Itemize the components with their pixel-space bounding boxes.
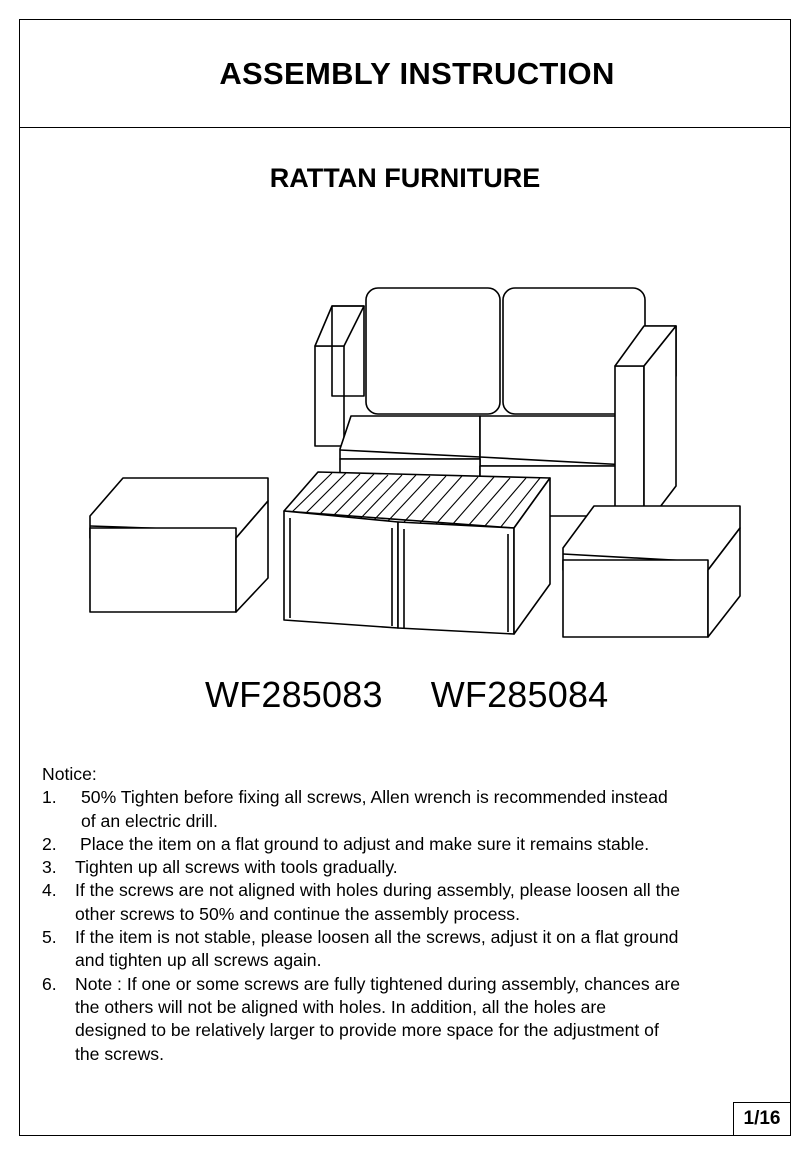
rattan-furniture-set-icon — [68, 266, 748, 650]
page-title: ASSEMBLY INSTRUCTION — [219, 55, 615, 91]
list-item-number: 4. — [42, 880, 57, 901]
list-item — [42, 973, 682, 1066]
list-item-text: If the screws are not aligned with holes during assembly, please loosen all the other screws to 50% and continue the assembly process. — [75, 880, 681, 924]
left-ottoman-icon — [90, 478, 268, 612]
page-frame — [19, 19, 791, 1136]
notice-heading: Notice: — [42, 764, 97, 784]
list-item — [42, 926, 682, 973]
header — [20, 20, 790, 128]
list-item — [42, 879, 682, 926]
model-number: WF285084 — [430, 674, 609, 715]
list-item-text: Note : If one or some screws are fully tightened during assembly, chances are the others will not be aligned with holes. In addition, all the holes are designed to be relatively larger to provide more space for the adjustment of the screws. — [75, 973, 680, 1064]
list-item-text: Place the item on a flat ground to adjust and make sure it remains stable. — [80, 833, 650, 854]
model-number: WF285083 — [205, 674, 383, 715]
list-item-number: 1. — [42, 787, 57, 808]
list-item-text: Tighten up all screws with tools gradually. — [75, 857, 398, 878]
notice-list — [42, 786, 682, 1066]
list-item — [42, 856, 682, 879]
list-item — [42, 833, 682, 856]
list-item-number: 2. — [42, 833, 57, 854]
list-item-number: 3. — [42, 857, 57, 878]
list-item-number: 6. — [42, 973, 57, 994]
coffee-table-icon — [284, 472, 550, 634]
notice-section — [42, 763, 682, 1066]
list-item-text: 50% Tighten before fixing all screws, Allen wrench is recommended instead of an electric drill. — [81, 787, 668, 831]
model-numbers — [205, 674, 608, 716]
product-subtitle: RATTAN FURNITURE — [269, 163, 541, 193]
list-item — [42, 786, 682, 833]
list-item-text: If the item is not stable, please loosen all the screws, adjust it on a flat ground and tighten up all screws again. — [75, 927, 679, 971]
right-ottoman-icon — [563, 506, 740, 637]
list-item-number: 5. — [42, 927, 57, 948]
page-number: 1/16 — [733, 1102, 791, 1136]
